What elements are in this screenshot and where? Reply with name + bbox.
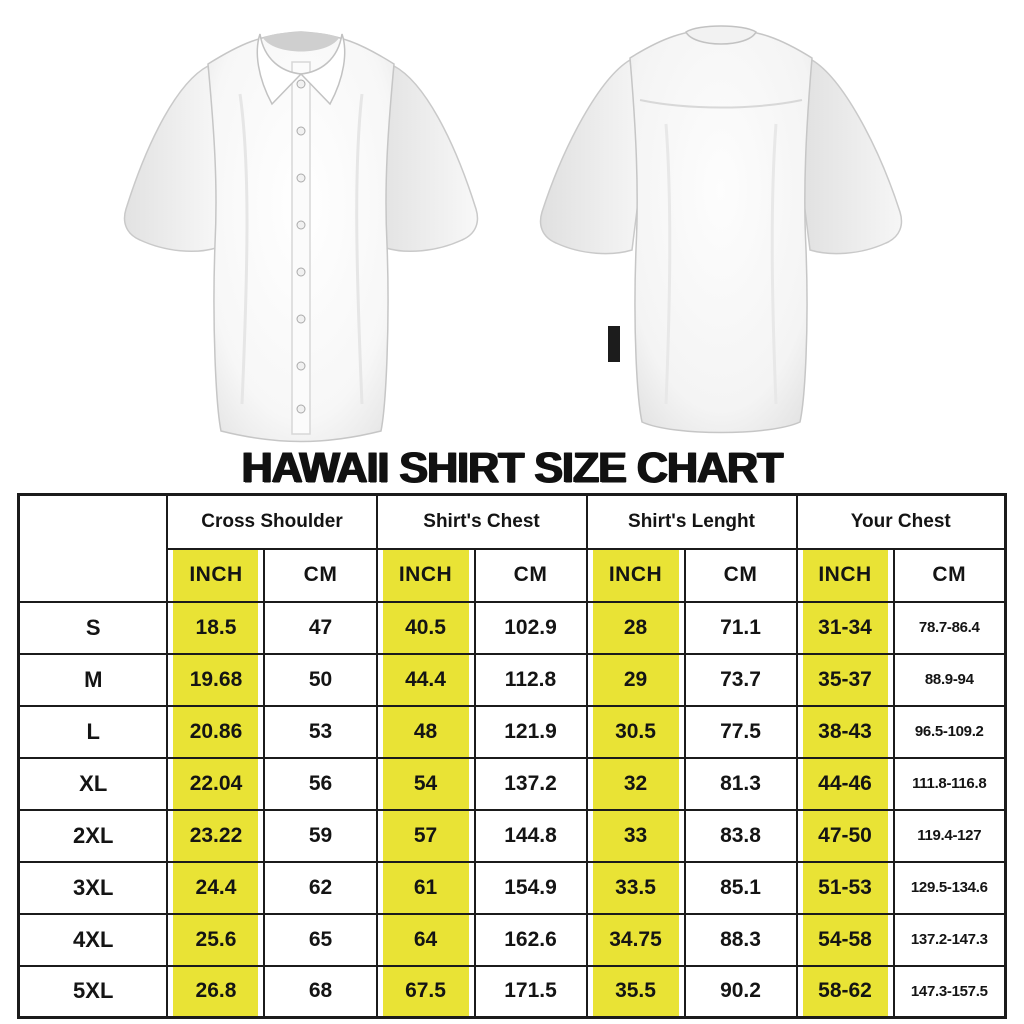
value-cell: 81.3 [685,758,797,810]
value-cell: 61 [377,862,475,914]
value-cell: 77.5 [685,706,797,758]
value-cell: 102.9 [475,602,587,654]
value-cell: 22.04 [167,758,264,810]
value-cell: 171.5 [475,966,587,1018]
size-label: 4XL [18,914,167,966]
value-cell: 30.5 [587,706,685,758]
size-label: M [18,654,167,706]
value-cell: 50 [264,654,376,706]
value-cell: 33 [587,810,685,862]
value-cell: 83.8 [685,810,797,862]
table-row-xl [18,758,1005,810]
value-cell: 112.8 [475,654,587,706]
value-cell: 144.8 [475,810,587,862]
value-cell: 137.2 [475,758,587,810]
value-cell: 56 [264,758,376,810]
group-header-shirts-chest: Shirt's Chest [377,495,587,549]
unit-header-cm: CM [264,549,376,602]
shirt-images-row [0,0,1024,446]
size-label: S [18,602,167,654]
value-cell: 85.1 [685,862,797,914]
value-cell: 24.4 [167,862,264,914]
value-cell: 54 [377,758,475,810]
value-cell: 64 [377,914,475,966]
value-cell: 28 [587,602,685,654]
value-cell: 47 [264,602,376,654]
value-cell: 121.9 [475,706,587,758]
size-label: 2XL [18,810,167,862]
size-label: XL [18,758,167,810]
value-cell: 57 [377,810,475,862]
value-cell: 65 [264,914,376,966]
unit-header-inch: INCH [587,549,685,602]
unit-header-inch: INCH [167,549,264,602]
value-cell: 88.9-94 [894,654,1006,706]
value-cell: 35-37 [797,654,894,706]
value-cell: 18.5 [167,602,264,654]
value-cell: 32 [587,758,685,810]
value-cell: 154.9 [475,862,587,914]
value-cell: 58-62 [797,966,894,1018]
unit-header-cm: CM [685,549,797,602]
value-cell: 51-53 [797,862,894,914]
value-cell: 40.5 [377,602,475,654]
table-row-2xl [18,810,1005,862]
value-cell: 20.86 [167,706,264,758]
page-title: HAWAII SHIRT SIZE CHART [241,444,783,492]
value-cell: 78.7-86.4 [894,602,1006,654]
value-cell: 38-43 [797,706,894,758]
value-cell: 29 [587,654,685,706]
value-cell: 25.6 [167,914,264,966]
unit-header-cm: CM [475,549,587,602]
group-header-cross-shoulder: Cross Shoulder [167,495,376,549]
value-cell: 19.68 [167,654,264,706]
value-cell: 26.8 [167,966,264,1018]
table-row-l [18,706,1005,758]
shirt-front-image [100,4,502,444]
value-cell: 34.75 [587,914,685,966]
value-cell: 162.6 [475,914,587,966]
table-row-s [18,602,1005,654]
value-cell: 31-34 [797,602,894,654]
value-cell: 54-58 [797,914,894,966]
value-cell: 62 [264,862,376,914]
size-label: 5XL [18,966,167,1018]
size-label: L [18,706,167,758]
value-cell: 71.1 [685,602,797,654]
value-cell: 119.4-127 [894,810,1006,862]
value-cell: 137.2-147.3 [894,914,1006,966]
table-row-m [18,654,1005,706]
value-cell: 147.3-157.5 [894,966,1006,1018]
value-cell: 111.8-116.8 [894,758,1006,810]
value-cell: 90.2 [685,966,797,1018]
value-cell: 23.22 [167,810,264,862]
table-row-3xl [18,862,1005,914]
value-cell: 44.4 [377,654,475,706]
shirt-back-image [518,4,924,440]
value-cell: 44-46 [797,758,894,810]
size-chart-table [17,493,1007,1019]
value-cell: 88.3 [685,914,797,966]
unit-header-inch: INCH [797,549,894,602]
unit-header-cm: CM [894,549,1006,602]
value-cell: 35.5 [587,966,685,1018]
value-cell: 53 [264,706,376,758]
value-cell: 96.5-109.2 [894,706,1006,758]
value-cell: 68 [264,966,376,1018]
value-cell: 47-50 [797,810,894,862]
value-cell: 48 [377,706,475,758]
size-label: 3XL [18,862,167,914]
value-cell: 129.5-134.6 [894,862,1006,914]
value-cell: 73.7 [685,654,797,706]
table-row-5xl [18,966,1005,1018]
unit-header-inch: INCH [377,549,475,602]
value-cell: 33.5 [587,862,685,914]
group-header-your-chest: Your Chest [797,495,1006,549]
value-cell: 59 [264,810,376,862]
value-cell: 67.5 [377,966,475,1018]
table-row-4xl [18,914,1005,966]
side-tag [608,326,620,362]
corner-cell [18,495,167,602]
group-header-shirts-length: Shirt's Lenght [587,495,797,549]
